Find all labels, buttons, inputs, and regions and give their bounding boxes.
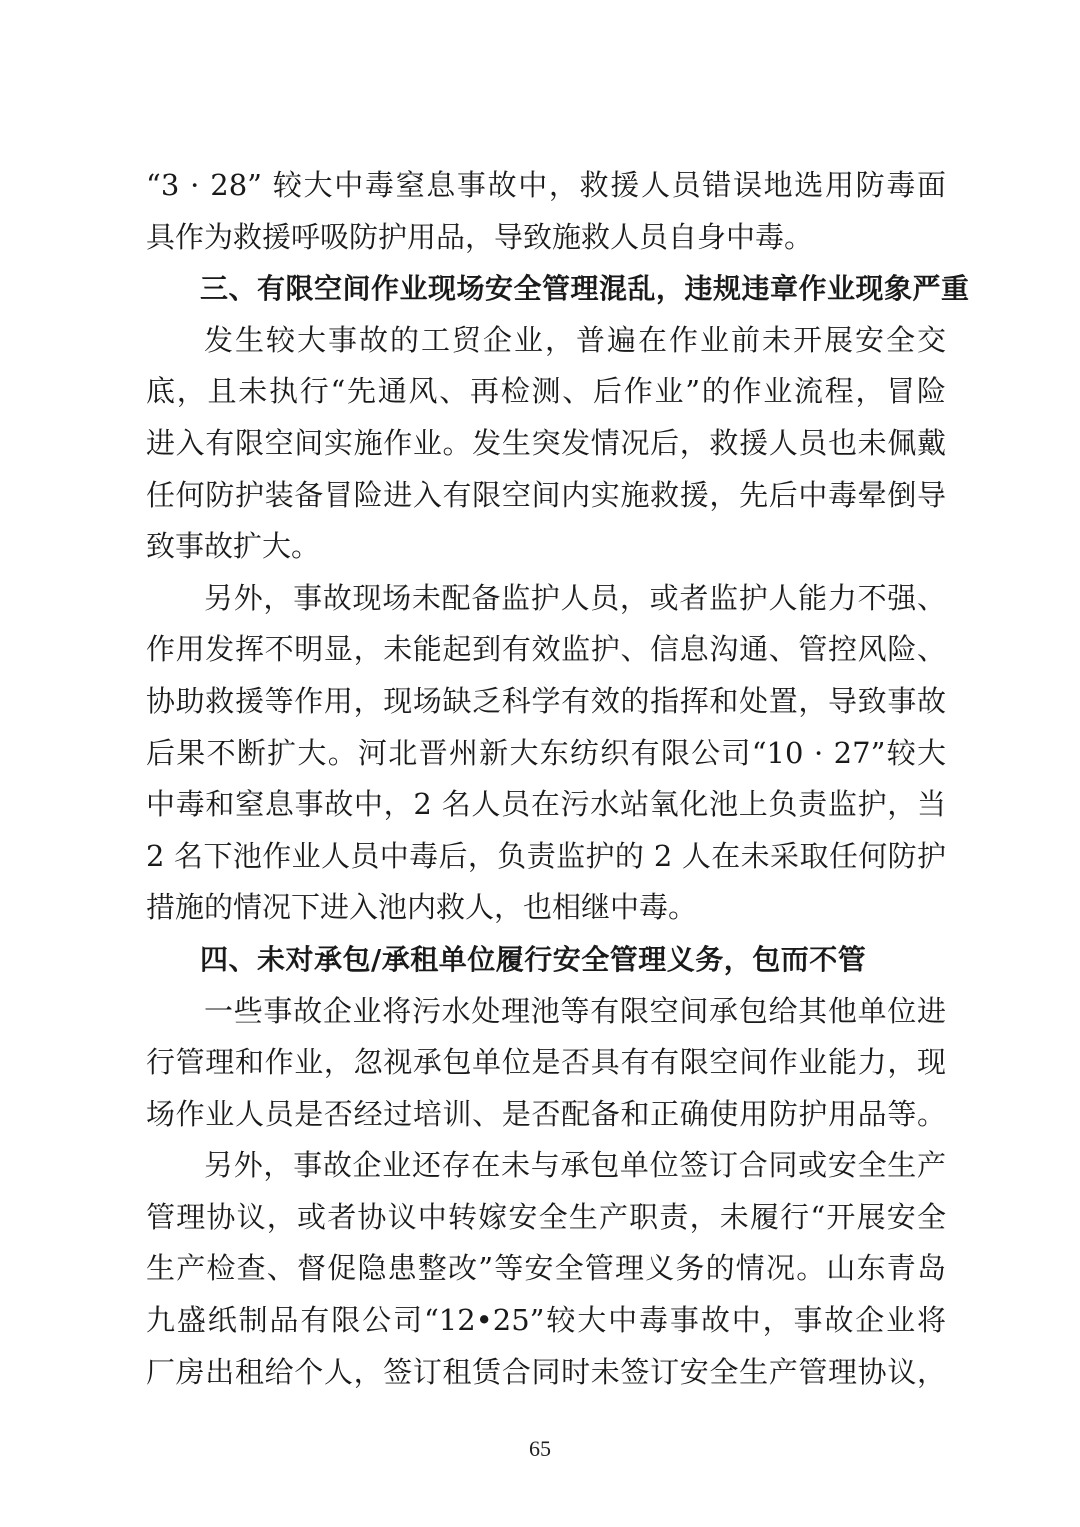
text-line: 九盛纸制品有限公司“12•25”较大中毒事故中，事故企业将 [146, 1303, 946, 1338]
text-line: 协助救援等作用，现场缺乏科学有效的指挥和处置，导致事故 [146, 683, 946, 718]
text-line: 一些事故企业将污水处理池等有限空间承包给其他单位进 [204, 993, 946, 1028]
text-line: 另外，事故企业还存在未与承包单位签订合同或安全生产 [204, 1148, 946, 1183]
text-line: 底，且未执行“先通风、再检测、后作业”的作业流程，冒险 [146, 374, 946, 409]
section-heading-4: 四、未对承包/承租单位履行安全管理义务，包而不管 [200, 942, 867, 976]
section-heading-3: 三、有限空间作业现场安全管理混乱，违规违章作业现象严重 [200, 272, 970, 306]
text-line: 措施的情况下进入池内救人，也相继中毒。 [146, 890, 698, 925]
text-line: 发生较大事故的工贸企业，普遍在作业前未开展安全交 [204, 322, 946, 357]
text-line: 中毒和窒息事故中，2 名人员在污水站氧化池上负责监护，当 [146, 787, 946, 822]
text-line: 任何防护装备冒险进入有限空间内实施救援，先后中毒晕倒导 [146, 477, 946, 512]
text-line: 厂房出租给个人，签订租赁合同时未签订安全生产管理协议， [146, 1354, 946, 1389]
text-line: 2 名下池作业人员中毒后，负责监护的 2 人在未采取任何防护 [146, 838, 946, 873]
body-text [146, 160, 970, 1398]
text-line: 场作业人员是否经过培训、是否配备和正确使用防护用品等。 [146, 1096, 946, 1131]
text-line: 作用发挥不明显，未能起到有效监护、信息沟通、管控风险、 [146, 632, 946, 667]
text-line: 行管理和作业，忽视承包单位是否具有有限空间作业能力，现 [146, 1045, 946, 1080]
text-line: 后果不断扩大。河北晋州新大东纺织有限公司“10 · 27”较大 [146, 735, 946, 770]
text-line: 具作为救援呼吸防护用品，导致施救人员自身中毒。 [146, 219, 814, 254]
text-line: 另外，事故现场未配备监护人员，或者监护人能力不强、 [204, 580, 946, 615]
text-line: 致事故扩大。 [146, 529, 321, 564]
page-number: 65 [529, 1436, 551, 1461]
text-line: 管理协议，或者协议中转嫁安全生产职责，未履行“开展安全 [146, 1199, 946, 1234]
text-line: 生产检查、督促隐患整改”等安全管理义务的情况。山东青岛 [146, 1251, 946, 1286]
text-line: 进入有限空间实施作业。发生突发情况后，救援人员也未佩戴 [146, 425, 946, 460]
text-line: “3 · 28” 较大中毒窒息事故中，救援人员错误地选用防毒面 [146, 168, 946, 202]
